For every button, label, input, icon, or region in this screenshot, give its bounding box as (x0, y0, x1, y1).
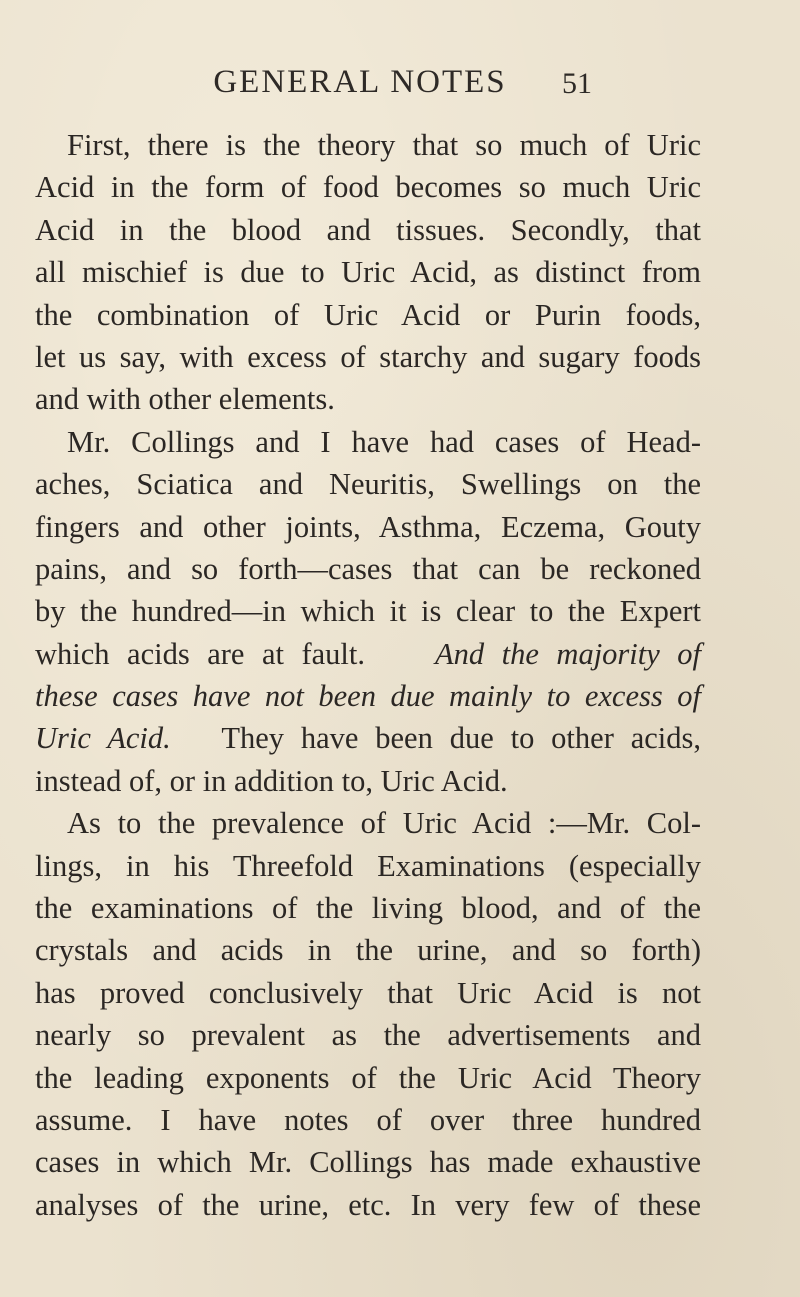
italic-text-line: these cases have not been due mainly to excess of (35, 679, 701, 714)
running-head (0, 62, 800, 102)
text-line: lings, in his Threefold Examinations (especially (35, 848, 701, 883)
text-line: First, there is the theory that so much of Uric (67, 128, 701, 162)
text-line: let us say, with excess of starchy and sugary foods (35, 339, 701, 374)
text-segment: They have been due to other acids, (221, 721, 701, 756)
text-line: fingers and other joints, Asthma, Eczema, Gouty (35, 509, 701, 544)
text-segment: which acids are at fault. (35, 636, 365, 671)
text-line: instead of, or in addition to, Uric Acid. (35, 763, 508, 798)
text-line: by the hundred—in which it is clear to the Expert (35, 594, 701, 629)
text-line: Mr. Collings and I have had cases of Head- (67, 424, 701, 459)
text-line: As to the prevalence of Uric Acid :—Mr. Col- (67, 806, 701, 841)
page-number: 51 (562, 67, 592, 100)
italic-text-segment: And the majority of (435, 636, 701, 671)
text-line: Acid in the blood and tissues. Secondly, that (35, 212, 701, 247)
text-line: all mischief is due to Uric Acid, as distinct from (35, 255, 701, 290)
text-line (35, 717, 701, 759)
text-line: analyses of the urine, etc. In very few of these (35, 1187, 701, 1222)
text-line: assume. I have notes of over three hundred (35, 1102, 701, 1137)
text-line: the leading exponents of the Uric Acid Theory (35, 1060, 701, 1095)
running-title: GENERAL NOTES (213, 64, 507, 100)
text-line: crystals and acids in the urine, and so forth) (35, 933, 701, 968)
text-line: the combination of Uric Acid or Purin foods, (35, 297, 701, 332)
text-line: cases in which Mr. Collings has made exhaustive (35, 1145, 701, 1180)
italic-text-segment: Uric Acid. (35, 721, 171, 756)
text-line (35, 633, 701, 675)
text-line: has proved conclusively that Uric Acid is not (35, 975, 701, 1010)
text-line: aches, Sciatica and Neuritis, Swellings on the (35, 467, 701, 502)
text-line: nearly so prevalent as the advertisements and (35, 1018, 701, 1053)
text-line: Acid in the form of food becomes so much Uric (35, 170, 701, 205)
text-line: and with other elements. (35, 382, 335, 417)
text-line: the examinations of the living blood, and of the (35, 891, 701, 926)
body-text (35, 124, 701, 1226)
text-line: pains, and so forth—cases that can be reckoned (35, 551, 701, 586)
